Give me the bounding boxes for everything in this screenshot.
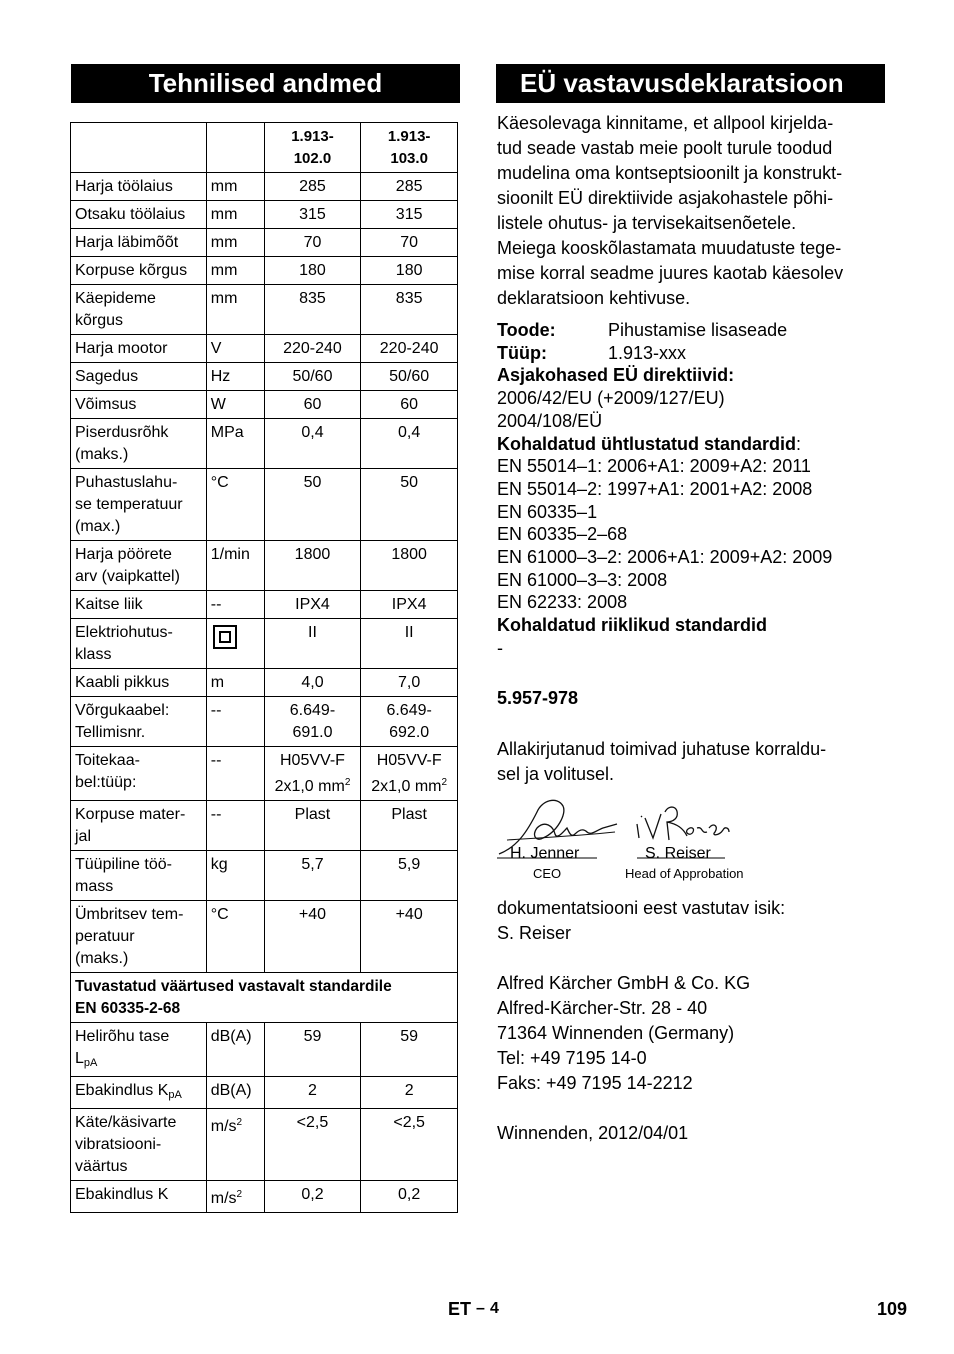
table-row: Võrgukaabel: Tellimisnr. -- 6.649- 691.0 6.649- 692.0	[71, 697, 458, 747]
product-line: Toode: Pihustamise lisaseade	[497, 320, 788, 340]
model-header: 1.913- 103.0	[361, 123, 458, 173]
table-row: Harja läbimõõt mm 70 70	[71, 229, 458, 257]
table-row: Harja töölaius mm 285 285	[71, 173, 458, 201]
table-row: Helirõhu tase $L_{pA}$ dB(A) 59 59	[71, 1023, 458, 1077]
table-row: Võimsus W 60 60	[71, 391, 458, 419]
signed-statement: Allakirjutanud toimivad juhatuse korraldu- sel ja volitusel.	[497, 739, 827, 784]
technical-data-table	[70, 122, 458, 1213]
table-row: Kaabli pikkus m 4,0 7,0	[71, 669, 458, 697]
page-number: 109	[877, 1299, 908, 1319]
place-date: Winnenden, 2012/04/01	[497, 1123, 689, 1143]
table-header-row	[71, 123, 458, 173]
table-row: Korpuse mater- jal -- Plast Plast	[71, 801, 458, 851]
signer-role: CEO	[533, 866, 562, 881]
table-row: Toitekaa- bel:tüüp: -- H05VV-F 2x1,0 $mm^2$ H05VV-F 2x1,0 $mm^2$	[71, 747, 458, 801]
table-row: Sagedus Hz 50/60 50/60	[71, 363, 458, 391]
table-row: Piserdusrõhk (maks.) MPa 0,4 0,4	[71, 419, 458, 469]
part-number: 5.957-978	[497, 688, 579, 708]
signer-name: S. Reiser	[645, 845, 711, 862]
table-row: Ümbritsev tem- peratuur (maks.) °C +40 +40	[71, 901, 458, 973]
signer-role: Head of Approbation	[625, 866, 744, 881]
type-line: Tüüp: 1.913-xxx	[497, 342, 687, 363]
responsible-person: dokumentatsiooni eest vastutav isik: S. Reiser	[497, 898, 786, 943]
table-section-row: Tuvastatud väärtused vastavalt standardile EN 60335-2-68	[71, 973, 458, 1023]
model-header: 1.913- 102.0	[264, 123, 361, 173]
harmonized-label: Kohaldatud ühtlustatud standardid:	[497, 433, 802, 454]
table-row: Korpuse kõrgus mm 180 180	[71, 257, 458, 285]
footer-language: ET – 4	[448, 1299, 499, 1319]
table-row: Elektriohutus- klass II II	[71, 619, 458, 669]
declaration-details: Toode: Pihustamise lisaseade Tüüp: 1.913-xxx Asjakohased EÜ direktiivid: 2006/42/EU (+2009/127/EU) 2004/108/EÜ Kohaldatud ühtlustatud standardid: EN 55014–1: 2006+A1: 2009+A2: 2011 EN 55014–2: 1997+A1: 2001+A2: 2008 EN 60335–1 EN 60335–2–68 EN 61000–3–2: 2006+A1: 2009+A2: 2009 EN 61000–3–3: 2008 EN 62233: 2008 Kohaldatud riiklikud standardid -	[497, 319, 892, 660]
table-row: Ebakindlus K $m/s^2$ 0,2 0,2	[71, 1181, 458, 1213]
protection-class-ii-icon	[213, 625, 237, 649]
declaration-intro: Käesolevaga kinnitame, et allpool kirjelda- tud seade vastab meie poolt turule toodud mudelina oma kontseptsioonilt ja konstrukt- sioonilt EÜ direktiivide asjakohastele põhi- listele ohutus- ja tervisekaitsenõetele. Meiega kooskõlastamata muudatuste tege- mise korral seadme juures kaotab käesolev deklaratsioon kehtivuse.	[497, 113, 844, 308]
table-row: Ebakindlus $K_{pA}$ dB(A) 2 2	[71, 1077, 458, 1109]
directives-label: Asjakohased EÜ direktiivid:	[497, 365, 735, 386]
table-row: Harja mootor V 220-240 220-240	[71, 335, 458, 363]
signatures	[497, 792, 767, 884]
company-address: Alfred Kärcher GmbH & Co. KG Alfred-Kärcher-Str. 28 - 40 71364 Winnenden (Germany) Tel: +49 7195 14-0 Faks: +49 7195 14-2212	[497, 973, 751, 1093]
table-row: Käepideme kõrgus mm 835 835	[71, 285, 458, 335]
right-section-title: EÜ vastavusdeklaratsioon	[496, 64, 885, 103]
left-section-title: Tehnilised andmed	[71, 64, 460, 103]
table-row: Käte/käsivarte vibratsiooni- väärtus $m/s^2$ <2,5 <2,5	[71, 1109, 458, 1181]
signer-name: H. Jenner	[510, 845, 580, 862]
table-row: Harja pöörete arv (vaipkattel) 1/min 1800 1800	[71, 541, 458, 591]
national-label: Kohaldatud riiklikud standardid	[497, 615, 768, 636]
table-row: Puhastuslahu- se temperatuur (max.) °C 50 50	[71, 469, 458, 541]
table-row: Tüüpiline töö- mass kg 5,7 5,9	[71, 851, 458, 901]
table-row: Kaitse liik -- IPX4 IPX4	[71, 591, 458, 619]
table-row: Otsaku töölaius mm 315 315	[71, 201, 458, 229]
